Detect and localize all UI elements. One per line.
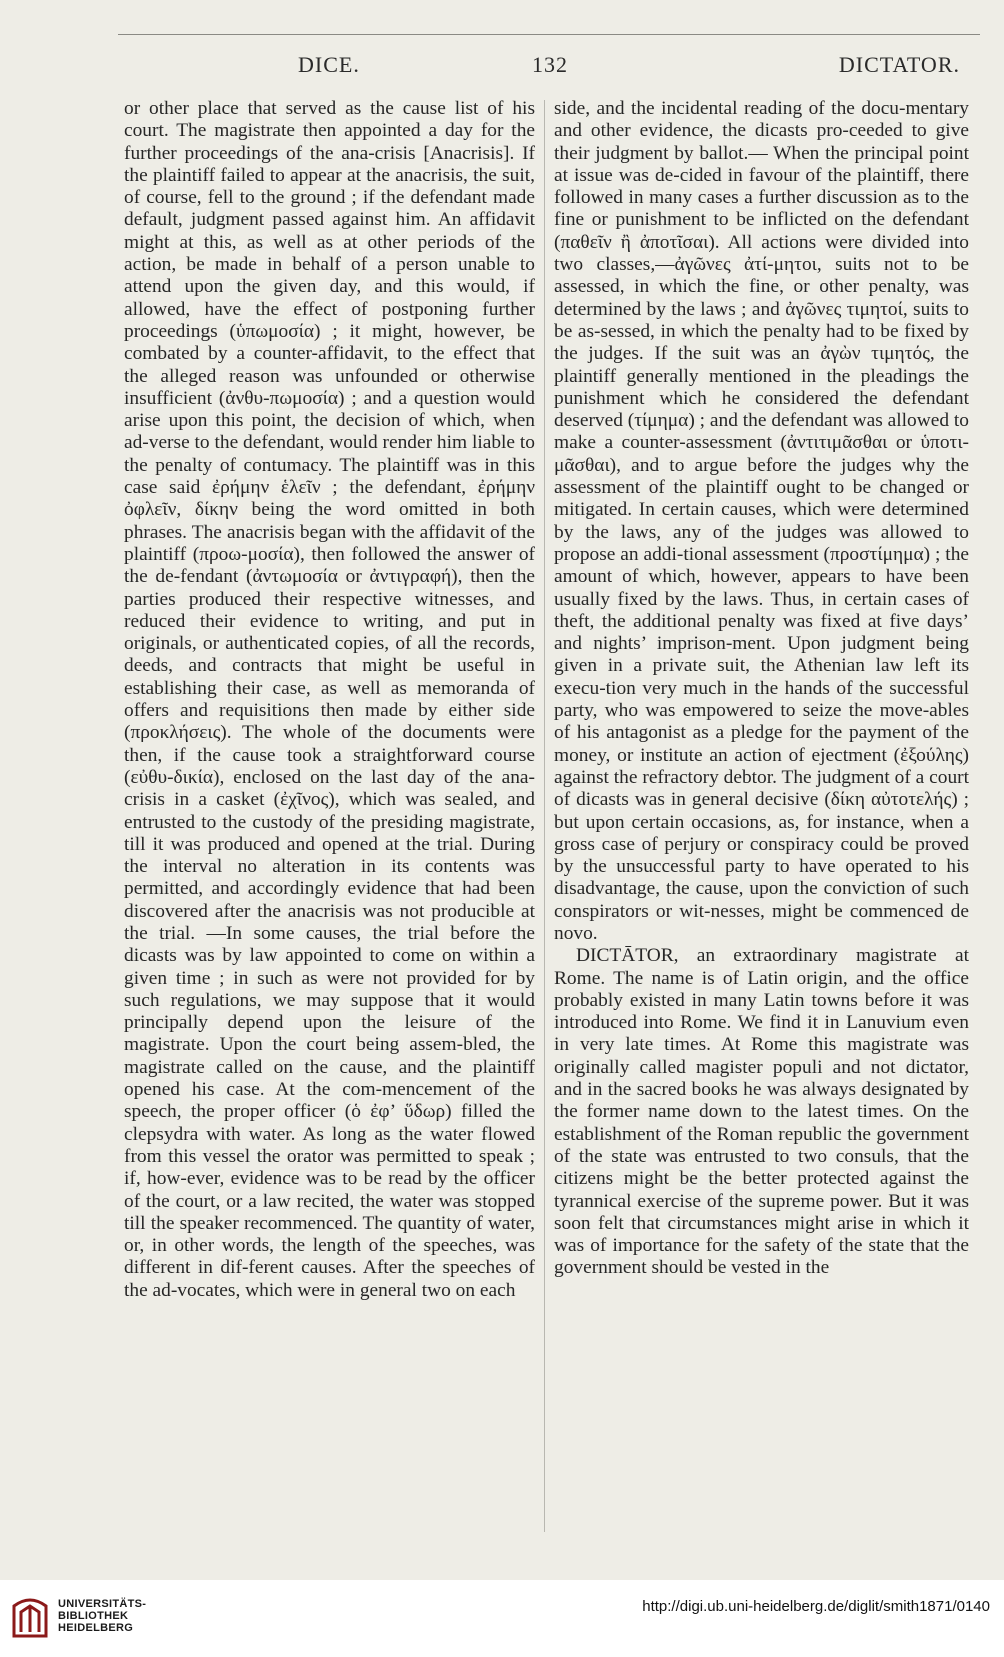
viewer-footer <box>0 1580 1004 1657</box>
source-url[interactable]: http://digi.ub.uni-heidelberg.de/diglit/smith1871/0140 <box>642 1598 990 1615</box>
top-rule <box>118 34 980 35</box>
left-paragraph-1: or other place that served as the cause list of his court. The magistrate then appointed a day for the further proceedings of the ana-crisis [Anacrisis]. If the plaintiff failed to appear at the anacrisis, the suit, of course, fell to the ground ; if the defendant made default, judgment passed against him. An affidavit might at this, as well as at other periods of the action, be made in behalf of a person unable to attend upon the given day, and this would, if allowed, have the effect of postponing further proceedings (ὑπωμοσία) ; it might, however, be combated by a counter-affidavit, to the effect that the alleged reason was unfounded or otherwise insufficient (ἀνθυ-πωμοσία) ; and a question would arise upon this point, the decision of which, when ad-verse to the defendant, would render him liable to the penalty of contumacy. The plaintiff was in this case said ἐρήμην ἑλεῖν ; the defendant, ἐρήμην ὀφλεῖν, δίκην being the word omitted in both phrases. The anacrisis began with the affidavit of the plaintiff (προω-μοσία), then followed the answer of the de-fendant (ἀντωμοσία or ἀντιγραφή), then the parties produced their respective witnesses, and reduced their evidence to writing, and put in originals, or authenticated copies, of all the records, deeds, and contracts that might be useful in establishing their case, as well as memoranda of offers and requisitions then made by either side (προκλήσεις). The whole of the documents were then, if the cause took a straightforward course (εὐθυ-δικία), enclosed on the last day of the ana-crisis in a casket (ἐχῖνος), which was sealed, and entrusted to the custody of the presiding magistrate, till it was produced and opened at the trial. During the interval no alteration in its contents was permitted, and accordingly evidence that had been discovered after the anacrisis was not producible at the trial. —In some causes, the trial before the dicasts was by law appointed to come on within a given time ; in such as were not provided for by such regulations, we may suppose that it would principally depend upon the leisure of the magistrate. Upon the court being assem-bled, the magistrate called on the cause, and the plaintiff opened his case. At the com-mencement of the speech, the proper officer (ὁ ἐφ’ ὕδωρ) filled the clepsydra with water. As long as the water flowed from this vessel the orator was permitted to speak ; if, how-ever, evidence was to be read by the officer of the court, or a law recited, the water was stopped till the speaker recommenced. The quantity of water, or, in other words, the length of the speeches, was different in dif-ferent causes. After the speeches of the ad-vocates, which were in general two on each <box>124 98 535 1301</box>
running-head <box>118 52 980 82</box>
library-name: UNIVERSITÄTS- BIBLIOTHEK HEIDELBERG <box>58 1598 147 1634</box>
right-column <box>554 98 969 1280</box>
page-number: 132 <box>532 52 568 77</box>
running-head-left: DICE. <box>298 52 360 77</box>
right-paragraph-1: side, and the incidental reading of the docu-mentary and other evidence, the dicasts pro-ceeded to give their judgment by ballot.— When the principal point at issue was de-cided in favour of the plaintiff, there followed in many cases a further discussion as to the fine or punishment to be inflicted on the defendant (παθεῖν ἢ ἀποτῖσαι). All actions were divided into two classes,—ἀγῶνες ἀτί-μητοι, suits not to be assessed, in which the fine, or other penalty, was determined by the laws ; and ἀγῶνες τιμητοί, suits to be as-sessed, in which the penalty had to be fixed by the judges. If the suit was an ἀγὼν τιμητός, the plaintiff generally mentioned in the pleadings the punishment which he considered the defendant deserved (τίμημα) ; and the defendant was allowed to make a counter-assessment (ἀντιτιμᾶσθαι or ὑποτι-μᾶσθαι), and to argue before the judges why the assessment of the plaintiff ought to be changed or mitigated. In certain causes, which were determined by the laws, any of the judges was allowed to propose an addi-tional assessment (προστίμημα) ; the amount of which, however, appears to have been usually fixed by the laws. Thus, in certain cases of theft, the additional penalty was fixed at five days’ and nights’ imprison-ment. Upon judgment being given in a private suit, the Athenian law left its execu-tion very much in the hands of the successful party, who was empowered to seize the move-ables of his antagonist as a pledge for the payment of the money, or institute an action of ejectment (ἐξούλης) against the refractory debtor. The judgment of a court of dicasts was in general decisive (δίκη αὐτοτελής) ; but upon certain occasions, as, for instance, when a gross case of perjury or conspiracy could be proved by the unsuccessful party to have operated to his disadvantage, the cause, upon the conviction of such conspirators or wit-nesses, might be commenced de novo. <box>554 98 969 944</box>
running-head-right: DICTATOR. <box>838 52 960 77</box>
column-divider <box>544 100 545 1532</box>
left-column <box>124 98 535 1302</box>
dictator-entry: DICTĀTOR, an extraordinary magistrate at Rome. The name is of Latin origin, and the office probably existed in many Latin towns before it was introduced into Rome. We find it in Lanuvium even in very late times. At Rome this magistrate was originally called magister populi and not dictator, and in the sacred books he was always designated by the former name down to the latest times. On the establishment of the Roman republic the government of the state was entrusted to two consuls, that the citizens might be the better protected against the tyrannical exercise of the supreme power. But it was soon felt that circumstances might arise in which it was of importance for the safety of the state that the government should be vested in the <box>554 945 969 1279</box>
heidelberg-library-seal-icon <box>10 1596 50 1638</box>
